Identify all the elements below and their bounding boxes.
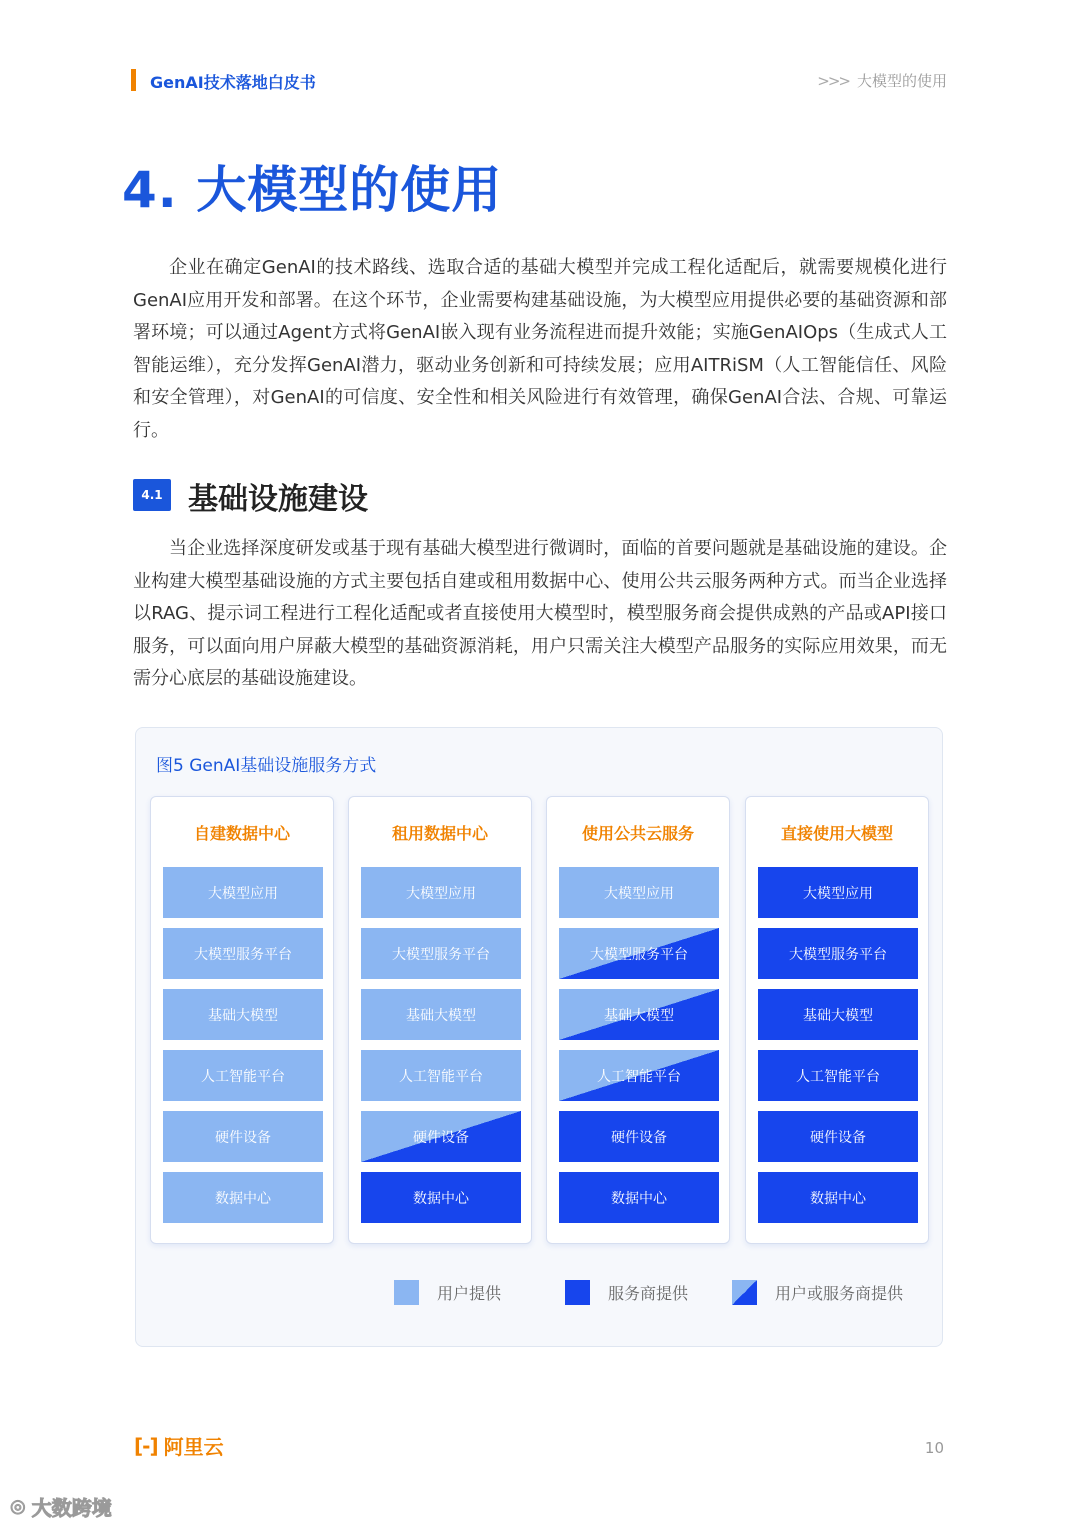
aliyun-logo-text: 阿里云 bbox=[163, 1435, 224, 1459]
legend-label: 服务商提供 bbox=[608, 1284, 689, 1303]
stack-cell: 人工智能平台 bbox=[361, 1050, 521, 1101]
page-number: 10 bbox=[924, 1439, 944, 1457]
column-self-built-dc bbox=[150, 796, 334, 1244]
aliyun-logo bbox=[134, 1431, 224, 1460]
stack-cell: 硬件设备 bbox=[758, 1111, 918, 1162]
page-title: 4. 大模型的使用 bbox=[122, 161, 503, 219]
watermark-icon: ◎ bbox=[10, 1496, 26, 1517]
legend-label: 用户或服务商提供 bbox=[775, 1284, 904, 1303]
figure-caption: 图5 GenAI基础设施服务方式 bbox=[156, 756, 377, 776]
stack-cell: 大模型应用 bbox=[559, 867, 719, 918]
stack-cell: 人工智能平台 bbox=[163, 1050, 323, 1101]
watermark bbox=[10, 1492, 112, 1521]
stack-cell: 大模型服务平台 bbox=[163, 928, 323, 979]
legend-label: 用户提供 bbox=[437, 1284, 502, 1303]
column-public-cloud bbox=[546, 796, 730, 1244]
legend-either bbox=[732, 1280, 903, 1305]
stack-cell: 数据中心 bbox=[163, 1172, 323, 1223]
section-title: 基础设施建设 bbox=[188, 482, 368, 517]
header-section-label: 大模型的使用 bbox=[856, 72, 947, 90]
column-title: 使用公共云服务 bbox=[581, 824, 694, 843]
stack-cell: 大模型应用 bbox=[163, 867, 323, 918]
legend-swatch bbox=[565, 1280, 590, 1305]
column-title: 自建数据中心 bbox=[193, 824, 290, 843]
stack-cell: 大模型服务平台 bbox=[559, 928, 719, 979]
stack-cell: 大模型应用 bbox=[758, 867, 918, 918]
stack-cell: 大模型服务平台 bbox=[361, 928, 521, 979]
watermark-text: 大数跨境 bbox=[31, 1496, 112, 1520]
header-section bbox=[817, 70, 947, 91]
section-number-badge: 4.1 bbox=[133, 479, 171, 511]
header-accent-bar bbox=[131, 69, 136, 91]
stack-cell: 数据中心 bbox=[758, 1172, 918, 1223]
stack-cell: 数据中心 bbox=[559, 1172, 719, 1223]
stack-cell: 人工智能平台 bbox=[758, 1050, 918, 1101]
legend-swatch bbox=[732, 1280, 757, 1305]
section-paragraph: 当企业选择深度研发或基于现有基础大模型进行微调时，面临的首要问题就是基础设施的建设。企业构建大模型基础设施的方式主要包括自建或租用数据中心、使用公共云服务两种方式。而当企业选择以RAG、提示词工程进行工程化适配或者直接使用大模型时，模型服务商会提供成熟的产品或API接口服务，可以面向用户屏蔽大模型的基础资源消耗，用户只需关注大模型产品服务的实际应用效果，而无需分心底层的基础设施建设。 bbox=[133, 538, 947, 689]
stack-cell: 硬件设备 bbox=[163, 1111, 323, 1162]
stack-cell: 基础大模型 bbox=[559, 989, 719, 1040]
stack-cell: 基础大模型 bbox=[361, 989, 521, 1040]
stack-cell: 数据中心 bbox=[361, 1172, 521, 1223]
stack-cell: 大模型应用 bbox=[361, 867, 521, 918]
legend-vendor bbox=[565, 1280, 688, 1305]
column-leased-dc bbox=[348, 796, 532, 1244]
intro-paragraph: 企业在确定GenAI的技术路线、选取合适的基础大模型并完成工程化适配后，就需要规模化进行GenAI应用开发和部署。在这个环节，企业需要构建基础设施，为大模型应用提供必要的基础资源和部署环境；可以通过Agent方式将GenAI嵌入现有业务流程进而提升效能；实施GenAIOps（生成式人工智能运维），充分发挥GenAI潜力，驱动业务创新和可持续发展；应用AITRiSM（人工智能信任、风险和安全管理），对GenAI的可信度、安全性和相关风险进行有效管理，确保GenAI合法、合规、可靠运行。 bbox=[133, 257, 947, 441]
header-title: GenAI技术落地白皮书 bbox=[150, 73, 316, 92]
stack-cell: 基础大模型 bbox=[163, 989, 323, 1040]
stack-cell: 人工智能平台 bbox=[559, 1050, 719, 1101]
stack-cell: 硬件设备 bbox=[361, 1111, 521, 1162]
aliyun-logo-icon: [-] bbox=[134, 1433, 158, 1458]
column-direct-model bbox=[745, 796, 929, 1244]
stack-cell: 硬件设备 bbox=[559, 1111, 719, 1162]
column-title: 租用数据中心 bbox=[391, 824, 488, 843]
stack-cell: 基础大模型 bbox=[758, 989, 918, 1040]
stack-cell: 大模型服务平台 bbox=[758, 928, 918, 979]
legend-user bbox=[394, 1280, 501, 1305]
column-title: 直接使用大模型 bbox=[780, 824, 893, 843]
legend-swatch bbox=[394, 1280, 419, 1305]
chevron-right-icon: >>> bbox=[817, 72, 849, 90]
